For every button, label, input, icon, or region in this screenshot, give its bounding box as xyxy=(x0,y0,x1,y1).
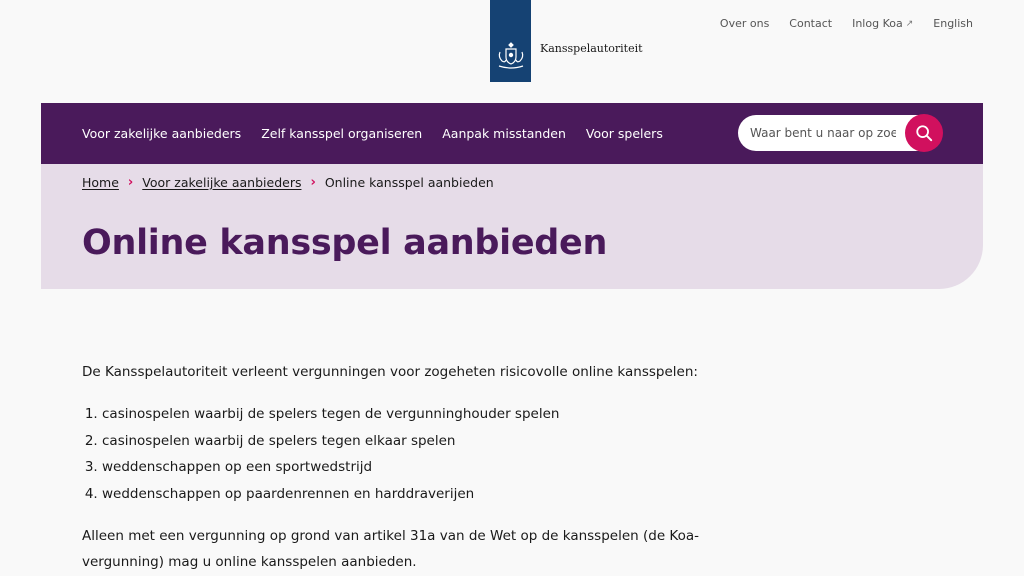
breadcrumb-home[interactable]: Home xyxy=(82,175,119,190)
main-nav-items xyxy=(82,103,663,164)
list-item: 1. casinospelen waarbij de spelers tegen de vergunninghouder spelen xyxy=(102,401,742,428)
chevron-right-icon: › xyxy=(127,175,134,190)
external-link-icon: ↗ xyxy=(905,18,914,29)
rijkslint-logo[interactable] xyxy=(490,0,531,82)
chevron-right-icon: › xyxy=(310,175,316,190)
top-link-inlog-koa-label: Inlog Koa xyxy=(852,17,903,30)
breadcrumb xyxy=(82,175,494,190)
list-item: 3. weddenschappen op een sportwedstrijd xyxy=(102,454,742,481)
nav-item-voor-spelers[interactable]: Voor spelers xyxy=(585,126,663,141)
outro-paragraph: Alleen met een vergunning op grond van artikel 31a van de Wet op de kansspelen (de Koa-vergunning) mag u online kansspelen aanbieden. xyxy=(82,528,700,570)
top-link-inlog-koa[interactable] xyxy=(852,17,913,30)
coat-of-arms-icon xyxy=(494,40,528,70)
list-item: 2. casinospelen waarbij de spelers tegen elkaar spelen xyxy=(102,428,742,455)
main-nav xyxy=(41,103,983,164)
page-hero xyxy=(41,164,983,289)
top-link-contact[interactable]: Contact xyxy=(789,17,833,30)
search-icon xyxy=(915,124,933,142)
nav-item-zakelijke-aanbieders[interactable]: Voor zakelijke aanbieders xyxy=(82,126,242,141)
top-link-over-ons[interactable]: Over ons xyxy=(719,17,770,30)
utility-nav xyxy=(720,17,973,30)
intro-paragraph: De Kansspelautoriteit verleent vergunningen voor zogeheten risicovolle online kansspelen: xyxy=(82,364,698,380)
search-box xyxy=(738,115,942,151)
search-button[interactable] xyxy=(905,114,943,152)
main-content xyxy=(82,359,742,575)
breadcrumb-current: Online kansspel aanbieden xyxy=(324,175,494,190)
page-title: Online kansspel aanbieden xyxy=(82,223,608,263)
nav-item-aanpak-misstanden[interactable]: Aanpak misstanden xyxy=(442,126,566,141)
list-item: 4. weddenschappen op paardenrennen en harddraverijen xyxy=(102,481,742,508)
breadcrumb-parent[interactable]: Voor zakelijke aanbieders xyxy=(142,175,302,190)
logo-text: Kansspelautoriteit xyxy=(540,42,643,55)
top-link-english[interactable]: English xyxy=(933,17,973,30)
nav-item-zelf-kansspel[interactable]: Zelf kansspel organiseren xyxy=(261,126,423,141)
license-list xyxy=(82,401,742,507)
